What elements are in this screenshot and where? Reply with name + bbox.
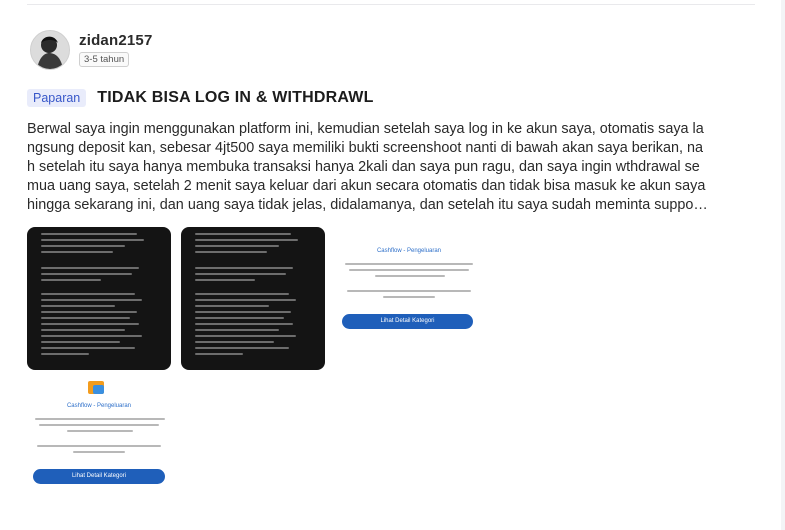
avatar-image — [31, 31, 69, 69]
post-author — [30, 30, 153, 70]
post-body-line: h setelah itu saya hanya membuka transaksi hanya 2kali dan saya pun ragu, dan saya ingin wthdrawal se — [27, 159, 700, 175]
view-category-button: Lihat Detail Kategori — [33, 469, 165, 484]
avatar[interactable] — [30, 30, 70, 70]
post-body-line: ngsung deposit kan, sebesar 4jt500 saya memiliki bukti screenshoot nanti di bawah akan saya berikan, na — [27, 140, 703, 156]
attachment-heading: Cashflow - Pengeluaran — [376, 248, 442, 254]
post-body-line: hingga sekarang ini, dan uang saya tidak jelas, didalamanya, dan setelah itu saya sudah meminta suppo… — [27, 197, 708, 213]
post-header — [27, 89, 374, 107]
category-tag[interactable]: Paparan — [27, 89, 86, 107]
wallet-icon — [88, 381, 104, 394]
scrollbar-track[interactable] — [781, 0, 785, 530]
post-body[interactable] — [27, 120, 757, 215]
view-category-button: Lihat Detail Kategori — [342, 314, 473, 329]
author-username[interactable]: zidan2157 — [79, 32, 153, 49]
attachment-thumbnail[interactable] — [181, 227, 325, 370]
experience-badge: 3-5 tahun — [79, 52, 129, 67]
top-divider — [27, 4, 755, 5]
post-title: TIDAK BISA LOG IN & WITHDRAWL — [97, 89, 374, 106]
post-body-line: mua uang saya, setelah 2 menit saya keluar dari akun secara otomatis dan tidak bisa masuk ke akun saya — [27, 178, 706, 194]
attachment-heading: Cashflow - Pengeluaran — [66, 403, 132, 409]
post-body-line: Berwal saya ingin menggunakan platform ini, kemudian setelah saya log in ke akun saya, otomatis saya la — [27, 121, 704, 137]
attachment-thumbnail[interactable] — [27, 227, 171, 370]
attachment-thumbnail[interactable] — [27, 378, 171, 488]
attachment-thumbnail[interactable] — [335, 227, 483, 370]
